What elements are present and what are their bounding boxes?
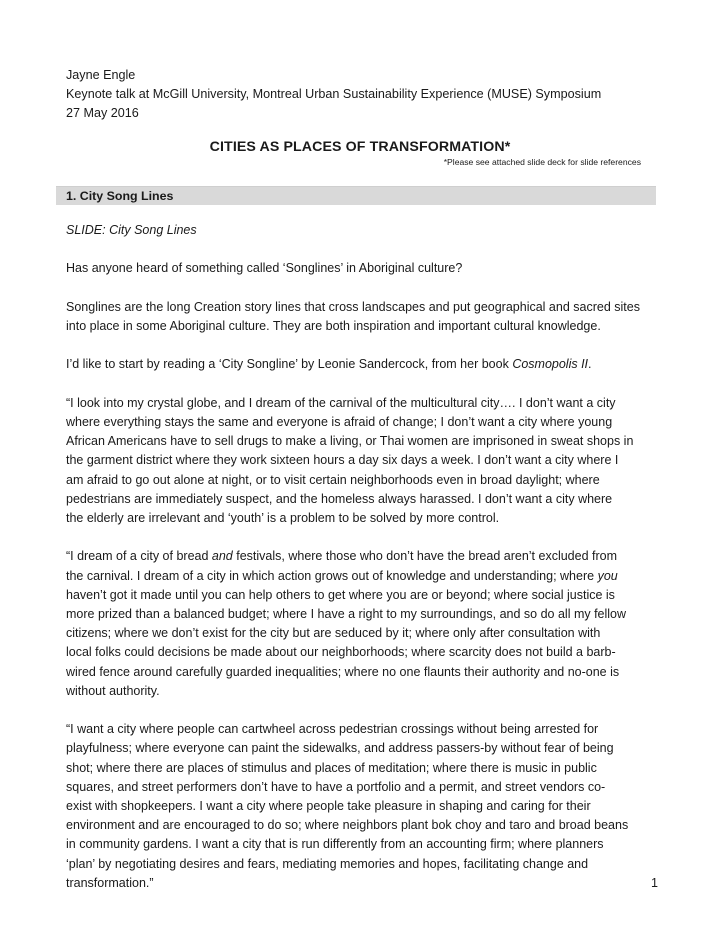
paragraph-5 <box>66 547 656 701</box>
paragraph-line: squares, and street performers don’t have to have a portfolio and a permit, and street vendors co- <box>66 779 606 794</box>
paragraph-line: exist with shopkeepers. I want a city where people take pleasure in shaping and caring for their <box>66 799 591 813</box>
emphasis: you <box>597 568 618 583</box>
paragraph-3 <box>66 355 656 374</box>
page-number: 1 <box>650 876 658 890</box>
event-line: Keynote talk at McGill University, Montreal Urban Sustainability Experience (MUSE) Symposium <box>66 87 602 101</box>
document-title: CITIES AS PLACES OF TRANSFORMATION* <box>209 139 511 155</box>
paragraph-line: into place in some Aboriginal culture. They are both inspiration and important cultural knowledge. <box>66 318 601 333</box>
paragraph-line <box>66 567 656 586</box>
section-heading: 1. City Song Lines <box>66 189 174 203</box>
paragraph-2 <box>66 298 656 336</box>
paragraph-6 <box>66 720 656 893</box>
paragraph-3-text: I’d like to start by reading a ‘City Songline’ by Leonie Sandercock, from her book <box>66 357 513 372</box>
paragraph-line: African Americans have to sell drugs to make a living, or Thai women are imprisoned in sweat shops in <box>66 434 634 449</box>
paragraph-line: local folks could decisions be made about our neighborhoods; where scarcity does not build a barb- <box>66 645 616 660</box>
paragraph-1: Has anyone heard of something called ‘Songlines’ in Aboriginal culture? <box>66 261 463 276</box>
paragraph-line: playfulness; where everyone can paint the sidewalks, and address passers-by without fear of being <box>66 741 614 756</box>
paragraph-line: the elderly are irrelevant and ‘youth’ is a problem to be solved by more control. <box>66 510 500 525</box>
paragraph-4 <box>66 394 656 528</box>
paragraph-line: without authority. <box>66 683 160 698</box>
paragraph-line: transformation.” <box>66 875 154 890</box>
paragraph-line-segment: festivals, where those who don’t have the bread aren’t excluded from <box>232 549 618 564</box>
paragraph-line: wired fence around carefully guarded inequalities; where no one flaunts their authority and no-one is <box>66 664 620 679</box>
slide-reference: SLIDE: City Song Lines <box>66 223 197 237</box>
emphasis: and <box>211 549 233 564</box>
document-body <box>66 221 656 912</box>
paragraph-line: more prized than a balanced budget; where I have a right to my surroundings, and so do all my fellow <box>66 606 627 621</box>
section-heading-bar <box>56 186 656 205</box>
slide-reference-note: *Please see attached slide deck for slide references <box>443 157 641 167</box>
paragraph-line: the garment district where they work sixteen hours a day six days a week. I don’t want a city where I <box>66 453 619 468</box>
paragraph-line: pedestrians are immediately suspect, and the homeless always harassed. I don’t want a city where <box>66 491 613 506</box>
paragraph-line: am afraid to go out alone at night, or to visit certain neighborhoods even in broad daylight; where <box>66 472 600 487</box>
paragraph-line-segment: the carnival. I dream of a city in which action grows out of knowledge and understanding; where <box>66 568 598 583</box>
author-line: Jayne Engle <box>66 68 136 82</box>
paragraph-line: citizens; where we don’t exist for the city but are seduced by it; where only after consultation with <box>66 626 601 641</box>
paragraph-line: haven’t got it made until you can help others to get where you are or beyond; where social justice is <box>66 587 615 602</box>
paragraph-line-segment: “I dream of a city of bread <box>66 549 212 564</box>
paragraph-line: in community gardens. I want a city that is run differently from an accounting firm; where planners <box>66 837 604 852</box>
date-line: 27 May 2016 <box>66 106 139 120</box>
book-title: Cosmopolis II <box>512 357 589 372</box>
paragraph-line: where everything stays the same and everyone is afraid of change; I don’t want a city where young <box>66 414 613 429</box>
paragraph-line: ‘plan’ by negotiating desires and fears, mediating memories and hopes, facilitating change and <box>66 856 589 871</box>
paragraph-line: environment and are encouraged to do so; where neighbors plant bok choy and taro and broad beans <box>66 818 629 833</box>
paragraph-line: “I look into my crystal globe, and I dream of the carnival of the multicultural city…. I don’t want a city <box>66 395 616 410</box>
paragraph-line: Songlines are the long Creation story lines that cross landscapes and put geographical and sacred sites <box>66 299 640 314</box>
paragraph-line: “I want a city where people can cartwheel across pedestrian crossings without being arrested for <box>66 722 599 737</box>
paragraph-line: shot; where there are places of stimulus and places of meditation; where there is music in public <box>66 760 597 775</box>
document-header <box>66 66 601 123</box>
paragraph-line <box>66 547 656 566</box>
paragraph-3-end: . <box>588 357 592 372</box>
